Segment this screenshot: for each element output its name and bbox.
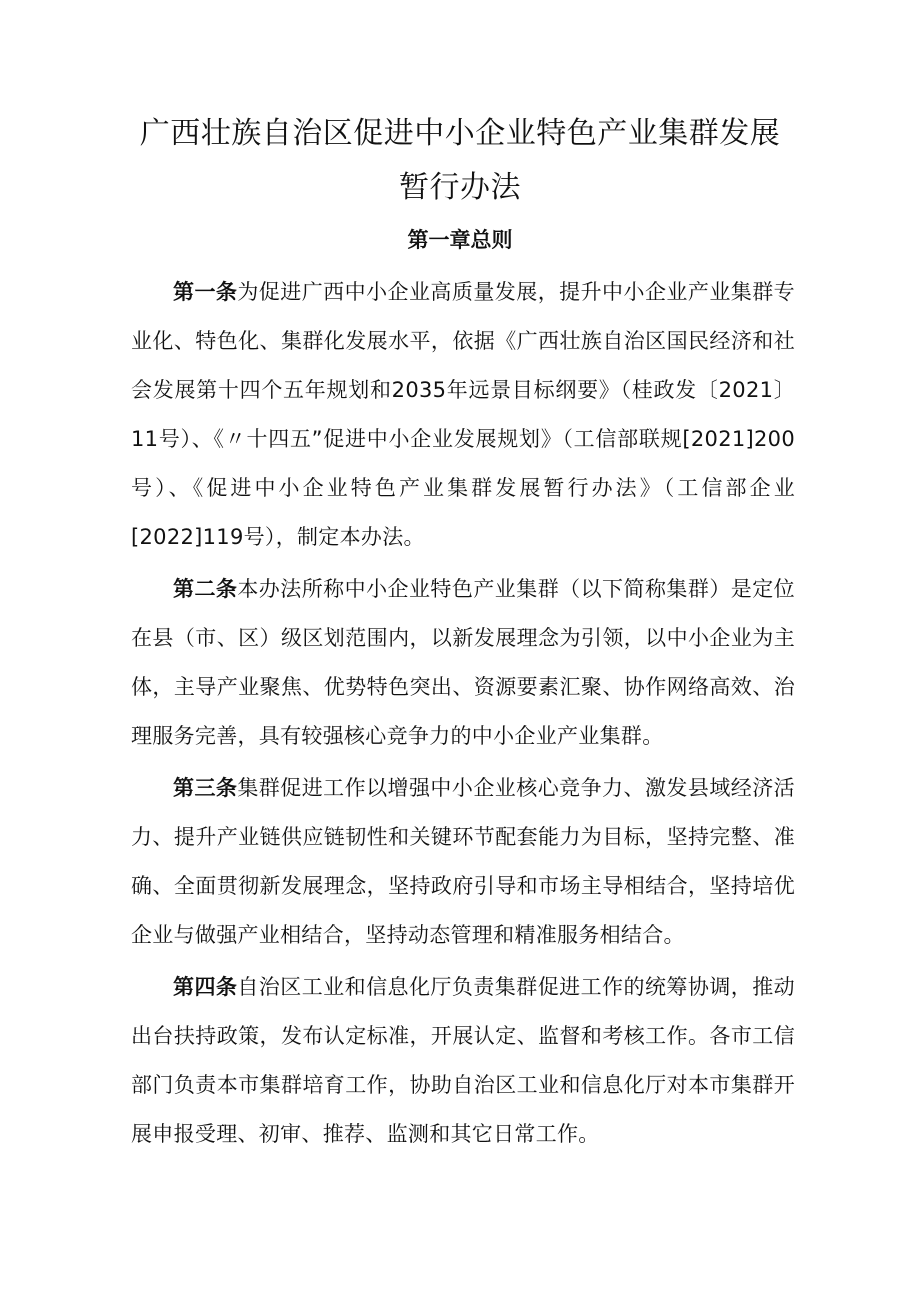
article-heading: 第四条 [173, 975, 238, 999]
article-paragraph [131, 963, 795, 1159]
document-title: 广西壮族自治区促进中小企业特色产业集群发展暂行办法 [139, 116, 781, 205]
article-paragraph [131, 764, 795, 960]
article-paragraph [131, 268, 795, 562]
article-heading: 第二条 [173, 577, 238, 601]
article-text: 本办法所称中小企业特色产业集群（以下简称集群）是定位在县（市、区）级区划范围内，以新发展理念为引领，以中小企业为主体，主导产业聚焦、优势特色突出、资源要素汇聚、协作网络高效、治理服务完善，具有较强核心竞争力的中小企业产业集群。 [131, 577, 795, 748]
article-heading: 第三条 [173, 776, 238, 800]
article-text: 集群促进工作以增强中小企业核心竞争力、激发县域经济活力、提升产业链供应链韧性和关键环节配套能力为目标，坚持完整、准确、全面贯彻新发展理念，坚持政府引导和市场主导相结合，坚持培优企业与做强产业相结合，坚持动态管理和精准服务相结合。 [131, 776, 795, 947]
article-heading: 第一条 [173, 280, 238, 304]
article-text: 自治区工业和信息化厅负责集群促进工作的统筹协调，推动出台扶持政策，发布认定标准，开展认定、监督和考核工作。各市工信部门负责本市集群培育工作，协助自治区工业和信息化厅对本市集群开展申报受理、初审、推荐、监测和其它日常工作。 [131, 975, 795, 1146]
chapter-heading: 第一章总则 [407, 228, 513, 252]
article-paragraph [131, 565, 795, 761]
article-text: 为促进广西中小企业高质量发展，提升中小企业产业集群专业化、特色化、集群化发展水平，依据《广西壮族自治区国民经济和社会发展第十四个五年规划和2035年远景目标纲要》（桂政发〔2021〕11号）、《〃十四五”促进中小企业发展规划》（工信部联规[2021]200号）、《促进中小企业特色产业集群发展暂行办法》（工信部企业[2022]119号），制定本办法。 [131, 280, 795, 549]
